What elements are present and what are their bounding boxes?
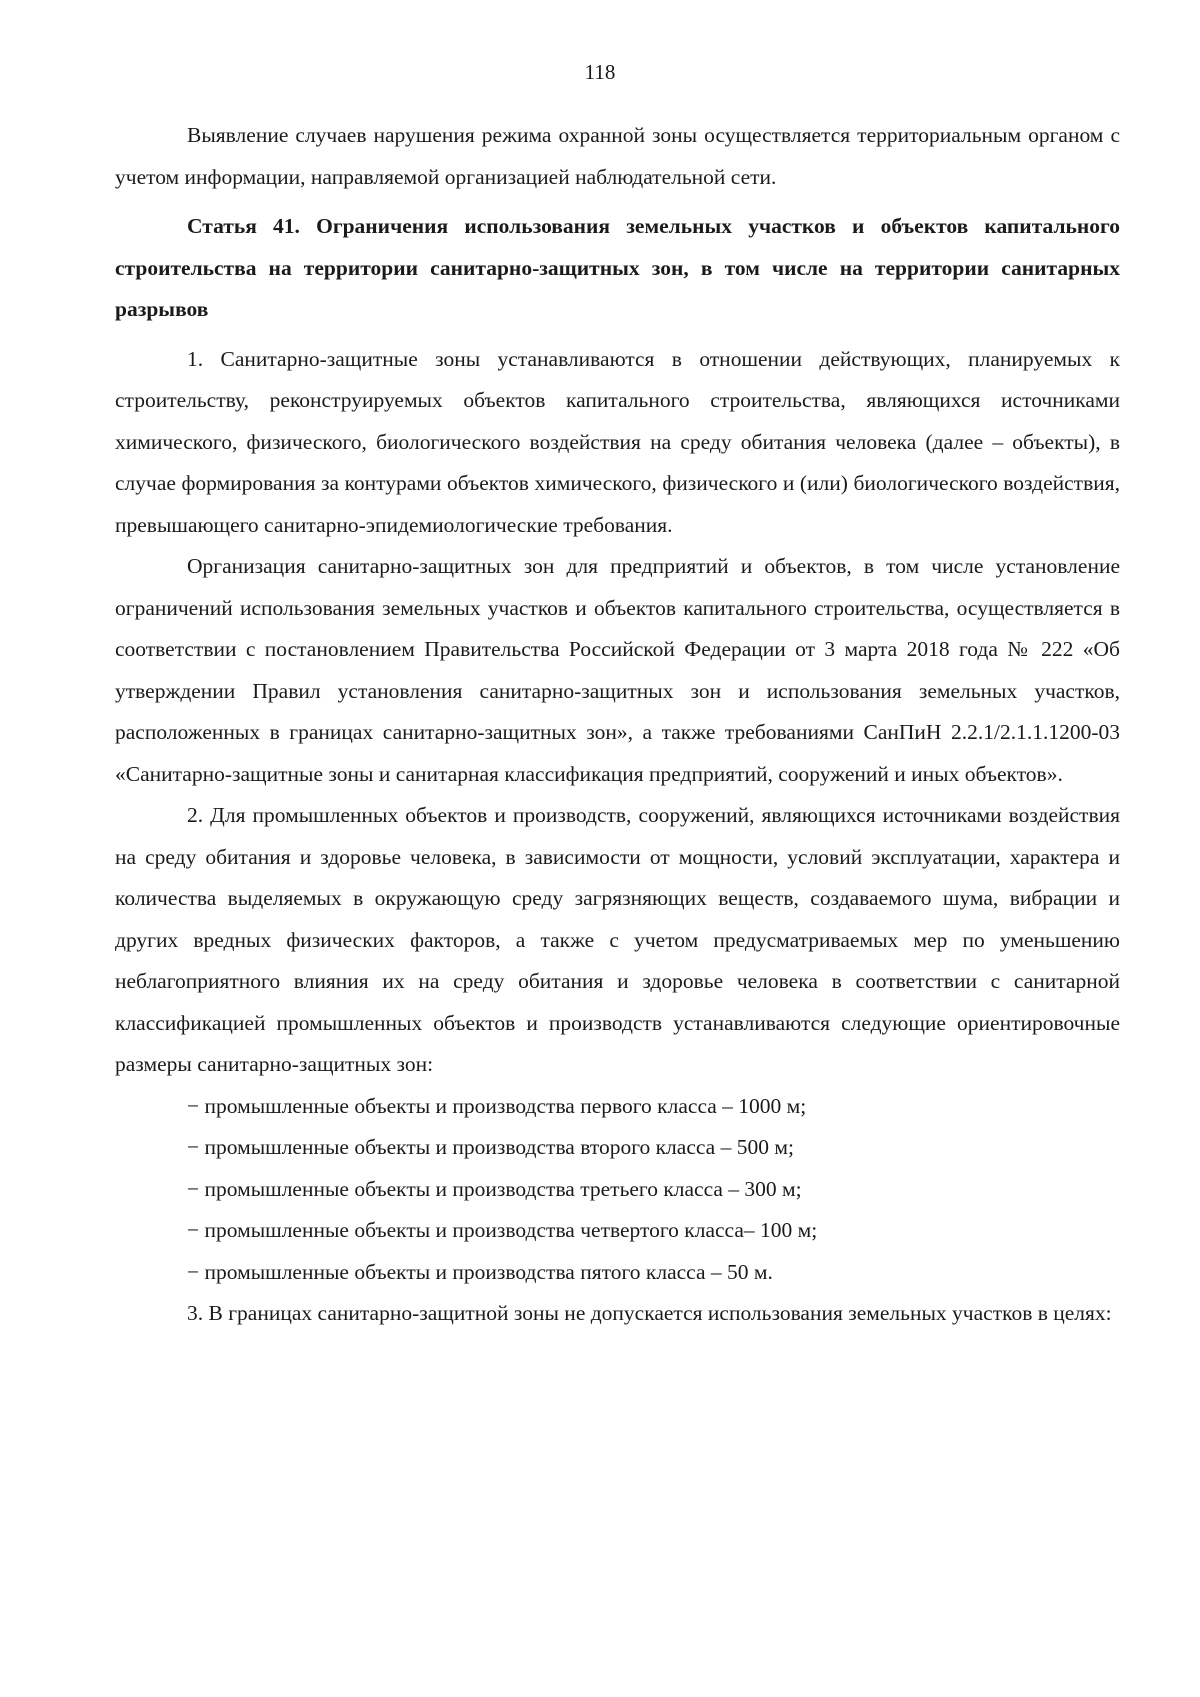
- paragraph-observation-network: Выявление случаев нарушения режима охранной зоны осуществляется территориальным органом с учетом информации, направляемой организацией наблюдательной сети.: [115, 123, 1120, 189]
- list-item-class-1: − промышленные объекты и производства первого класса – 1000 м;: [187, 1093, 807, 1118]
- list-item-class-4: − промышленные объекты и производства четвертого класса– 100 м;: [187, 1218, 818, 1242]
- list-item-class-3: − промышленные объекты и производства третьего класса – 300 м;: [187, 1176, 802, 1201]
- page-number: 118: [584, 60, 616, 84]
- paragraph-clause-3: 3. В границах санитарно-защитной зоны не допускается использования земельных участков в целях:: [187, 1301, 1112, 1325]
- article-heading: Статья 41. Ограничения использования земельных участков и объектов капитального строительства на территории санитарно-защитных зон, в том числе на территории санитарных разрывов: [115, 214, 1120, 321]
- list-item-class-5: − промышленные объекты и производства пятого класса – 50 м.: [187, 1259, 773, 1284]
- list-item-class-2: − промышленные объекты и производства второго класса – 500 м;: [187, 1135, 794, 1159]
- document-body: [115, 115, 1120, 1335]
- paragraph-organization: Организация санитарно-защитных зон для предприятий и объектов, в том числе установление ограничений использования земельных участков и объектов капитального строительства, осуществляется в соответствии с постановлением Правительства Российской Федерации от 3 марта 2018 года № 222 «Об утверждении Правил установления санитарно-защитных зон и использования земельных участков, расположенных в границах санитарно-защитных зон», а также требованиями СанПиН 2.2.1/2.1.1.1200-03 «Санитарно-защитные зоны и санитарная классификация предприятий, сооружений и иных объектов».: [115, 554, 1120, 786]
- paragraph-clause-2: 2. Для промышленных объектов и производств, сооружений, являющихся источниками воздействия на среду обитания и здоровье человека, в зависимости от мощности, условий эксплуатации, характера и количества выделяемых в окружающую среду загрязняющих веществ, создаваемого шума, вибрации и других вредных физических факторов, а также с учетом предусматриваемых мер по уменьшению неблагоприятного влияния их на среду обитания и здоровье человека в соответствии с санитарной классификацией промышленных объектов и производств устанавливаются следующие ориентировочные размеры санитарно-защитных зон:: [115, 803, 1120, 1076]
- paragraph-clause-1: 1. Санитарно-защитные зоны устанавливаются в отношении действующих, планируемых к строительству, реконструируемых объектов капитального строительства, являющихся источниками химического, физического, биологического воздействия на среду обитания человека (далее – объекты), в случае формирования за контурами объектов химического, физического и (или) биологического воздействия, превышающего санитарно-эпидемиологические требования.: [115, 346, 1120, 537]
